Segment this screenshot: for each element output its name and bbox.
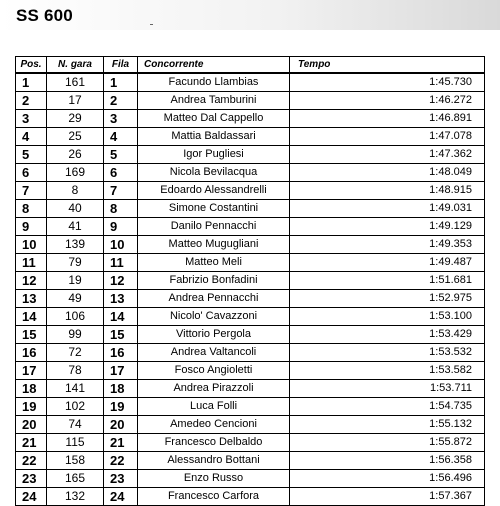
- table-row: [16, 146, 485, 164]
- page-title: SS 600: [16, 6, 73, 25]
- cell-time: 1:49.353: [290, 236, 485, 254]
- cell-competitor: Mattia Baldassari: [138, 128, 290, 146]
- cell-grid-row: 11: [104, 254, 138, 272]
- cell-competitor: Danilo Pennacchi: [138, 218, 290, 236]
- cell-time: 1:51.681: [290, 272, 485, 290]
- header-time: Tempo: [290, 57, 485, 74]
- cell-competitor: Matteo Meli: [138, 254, 290, 272]
- cell-grid-row: 8: [104, 200, 138, 218]
- table-row: [16, 398, 485, 416]
- cell-race-number: 29: [47, 110, 104, 128]
- cell-race-number: 40: [47, 200, 104, 218]
- cell-competitor: Edoardo Alessandrelli: [138, 182, 290, 200]
- table-row: [16, 200, 485, 218]
- cell-time: 1:49.487: [290, 254, 485, 272]
- cell-race-number: 158: [47, 452, 104, 470]
- cell-position: 21: [16, 434, 47, 452]
- header-grid-row: Fila: [104, 57, 138, 74]
- cell-competitor: Francesco Carfora: [138, 488, 290, 506]
- header-band: [0, 0, 500, 30]
- cell-grid-row: 4: [104, 128, 138, 146]
- table-row: [16, 488, 485, 506]
- cell-position: 20: [16, 416, 47, 434]
- cell-time: 1:53.711: [290, 380, 485, 398]
- cell-position: 5: [16, 146, 47, 164]
- cell-position: 1: [16, 73, 47, 92]
- cell-time: 1:48.049: [290, 164, 485, 182]
- cell-time: 1:53.532: [290, 344, 485, 362]
- cell-race-number: 102: [47, 398, 104, 416]
- cell-time: 1:54.735: [290, 398, 485, 416]
- cell-position: 8: [16, 200, 47, 218]
- table-row: [16, 110, 485, 128]
- cell-race-number: 78: [47, 362, 104, 380]
- table-row: [16, 254, 485, 272]
- cell-position: 6: [16, 164, 47, 182]
- cell-competitor: Alessandro Bottani: [138, 452, 290, 470]
- cell-position: 24: [16, 488, 47, 506]
- cell-time: 1:46.891: [290, 110, 485, 128]
- cell-race-number: 17: [47, 92, 104, 110]
- table-row: [16, 380, 485, 398]
- cell-race-number: 169: [47, 164, 104, 182]
- cell-competitor: Fabrizio Bonfadini: [138, 272, 290, 290]
- cell-time: 1:55.132: [290, 416, 485, 434]
- cell-position: 15: [16, 326, 47, 344]
- table-row: [16, 164, 485, 182]
- table-body: [16, 73, 485, 506]
- cell-competitor: Nicola Bevilacqua: [138, 164, 290, 182]
- table-row: [16, 344, 485, 362]
- cell-grid-row: 18: [104, 380, 138, 398]
- cell-competitor: Nicolo' Cavazzoni: [138, 308, 290, 326]
- header-divider-mark: [150, 24, 153, 25]
- table-row: [16, 128, 485, 146]
- cell-grid-row: 5: [104, 146, 138, 164]
- cell-grid-row: 16: [104, 344, 138, 362]
- cell-position: 11: [16, 254, 47, 272]
- cell-position: 2: [16, 92, 47, 110]
- cell-race-number: 141: [47, 380, 104, 398]
- cell-position: 4: [16, 128, 47, 146]
- cell-time: 1:53.100: [290, 308, 485, 326]
- cell-time: 1:45.730: [290, 73, 485, 92]
- cell-position: 3: [16, 110, 47, 128]
- cell-race-number: 41: [47, 218, 104, 236]
- table-row: [16, 218, 485, 236]
- cell-competitor: Andrea Tamburini: [138, 92, 290, 110]
- table-row: [16, 92, 485, 110]
- header-race-number: N. gara: [47, 57, 104, 74]
- cell-grid-row: 17: [104, 362, 138, 380]
- table-row: [16, 416, 485, 434]
- cell-position: 19: [16, 398, 47, 416]
- results-table: [15, 56, 485, 506]
- cell-grid-row: 15: [104, 326, 138, 344]
- cell-position: 18: [16, 380, 47, 398]
- cell-position: 12: [16, 272, 47, 290]
- cell-grid-row: 10: [104, 236, 138, 254]
- cell-race-number: 26: [47, 146, 104, 164]
- table-row: [16, 362, 485, 380]
- cell-grid-row: 22: [104, 452, 138, 470]
- cell-position: 16: [16, 344, 47, 362]
- cell-grid-row: 1: [104, 73, 138, 92]
- cell-competitor: Andrea Valtancoli: [138, 344, 290, 362]
- cell-competitor: Fosco Angioletti: [138, 362, 290, 380]
- cell-time: 1:56.358: [290, 452, 485, 470]
- cell-grid-row: 21: [104, 434, 138, 452]
- cell-competitor: Andrea Pennacchi: [138, 290, 290, 308]
- cell-time: 1:52.975: [290, 290, 485, 308]
- cell-competitor: Luca Folli: [138, 398, 290, 416]
- cell-race-number: 165: [47, 470, 104, 488]
- cell-race-number: 139: [47, 236, 104, 254]
- table-row: [16, 73, 485, 92]
- cell-race-number: 8: [47, 182, 104, 200]
- table-row: [16, 452, 485, 470]
- cell-grid-row: 23: [104, 470, 138, 488]
- cell-competitor: Francesco Delbaldo: [138, 434, 290, 452]
- cell-time: 1:56.496: [290, 470, 485, 488]
- cell-position: 9: [16, 218, 47, 236]
- cell-position: 10: [16, 236, 47, 254]
- cell-competitor: Andrea Pirazzoli: [138, 380, 290, 398]
- cell-competitor: Matteo Dal Cappello: [138, 110, 290, 128]
- cell-race-number: 49: [47, 290, 104, 308]
- cell-time: 1:49.031: [290, 200, 485, 218]
- cell-grid-row: 24: [104, 488, 138, 506]
- cell-race-number: 25: [47, 128, 104, 146]
- table-row: [16, 272, 485, 290]
- cell-time: 1:55.872: [290, 434, 485, 452]
- header-competitor: Concorrente: [138, 57, 290, 74]
- cell-grid-row: 2: [104, 92, 138, 110]
- cell-grid-row: 9: [104, 218, 138, 236]
- cell-race-number: 74: [47, 416, 104, 434]
- cell-time: 1:53.429: [290, 326, 485, 344]
- cell-grid-row: 13: [104, 290, 138, 308]
- cell-time: 1:49.129: [290, 218, 485, 236]
- cell-competitor: Amedeo Cencioni: [138, 416, 290, 434]
- cell-competitor: Simone Costantini: [138, 200, 290, 218]
- cell-competitor: Facundo Llambias: [138, 73, 290, 92]
- table-row: [16, 470, 485, 488]
- cell-race-number: 132: [47, 488, 104, 506]
- cell-time: 1:46.272: [290, 92, 485, 110]
- cell-grid-row: 6: [104, 164, 138, 182]
- cell-time: 1:48.915: [290, 182, 485, 200]
- cell-position: 17: [16, 362, 47, 380]
- cell-position: 23: [16, 470, 47, 488]
- cell-competitor: Enzo Russo: [138, 470, 290, 488]
- header-pos: Pos.: [16, 57, 47, 74]
- cell-grid-row: 12: [104, 272, 138, 290]
- cell-competitor: Matteo Mugugliani: [138, 236, 290, 254]
- cell-grid-row: 3: [104, 110, 138, 128]
- cell-time: 1:53.582: [290, 362, 485, 380]
- cell-competitor: Igor Pugliesi: [138, 146, 290, 164]
- cell-grid-row: 7: [104, 182, 138, 200]
- cell-time: 1:47.078: [290, 128, 485, 146]
- cell-race-number: 79: [47, 254, 104, 272]
- cell-race-number: 19: [47, 272, 104, 290]
- cell-position: 22: [16, 452, 47, 470]
- cell-race-number: 161: [47, 73, 104, 92]
- table-row: [16, 182, 485, 200]
- cell-grid-row: 20: [104, 416, 138, 434]
- cell-grid-row: 14: [104, 308, 138, 326]
- table-row: [16, 434, 485, 452]
- table-row: [16, 236, 485, 254]
- table-row: [16, 326, 485, 344]
- table-header-row: [16, 57, 485, 74]
- cell-race-number: 99: [47, 326, 104, 344]
- cell-race-number: 106: [47, 308, 104, 326]
- table-row: [16, 308, 485, 326]
- cell-position: 13: [16, 290, 47, 308]
- cell-position: 14: [16, 308, 47, 326]
- cell-race-number: 115: [47, 434, 104, 452]
- cell-time: 1:57.367: [290, 488, 485, 506]
- cell-competitor: Vittorio Pergola: [138, 326, 290, 344]
- cell-grid-row: 19: [104, 398, 138, 416]
- cell-position: 7: [16, 182, 47, 200]
- cell-time: 1:47.362: [290, 146, 485, 164]
- cell-race-number: 72: [47, 344, 104, 362]
- table-row: [16, 290, 485, 308]
